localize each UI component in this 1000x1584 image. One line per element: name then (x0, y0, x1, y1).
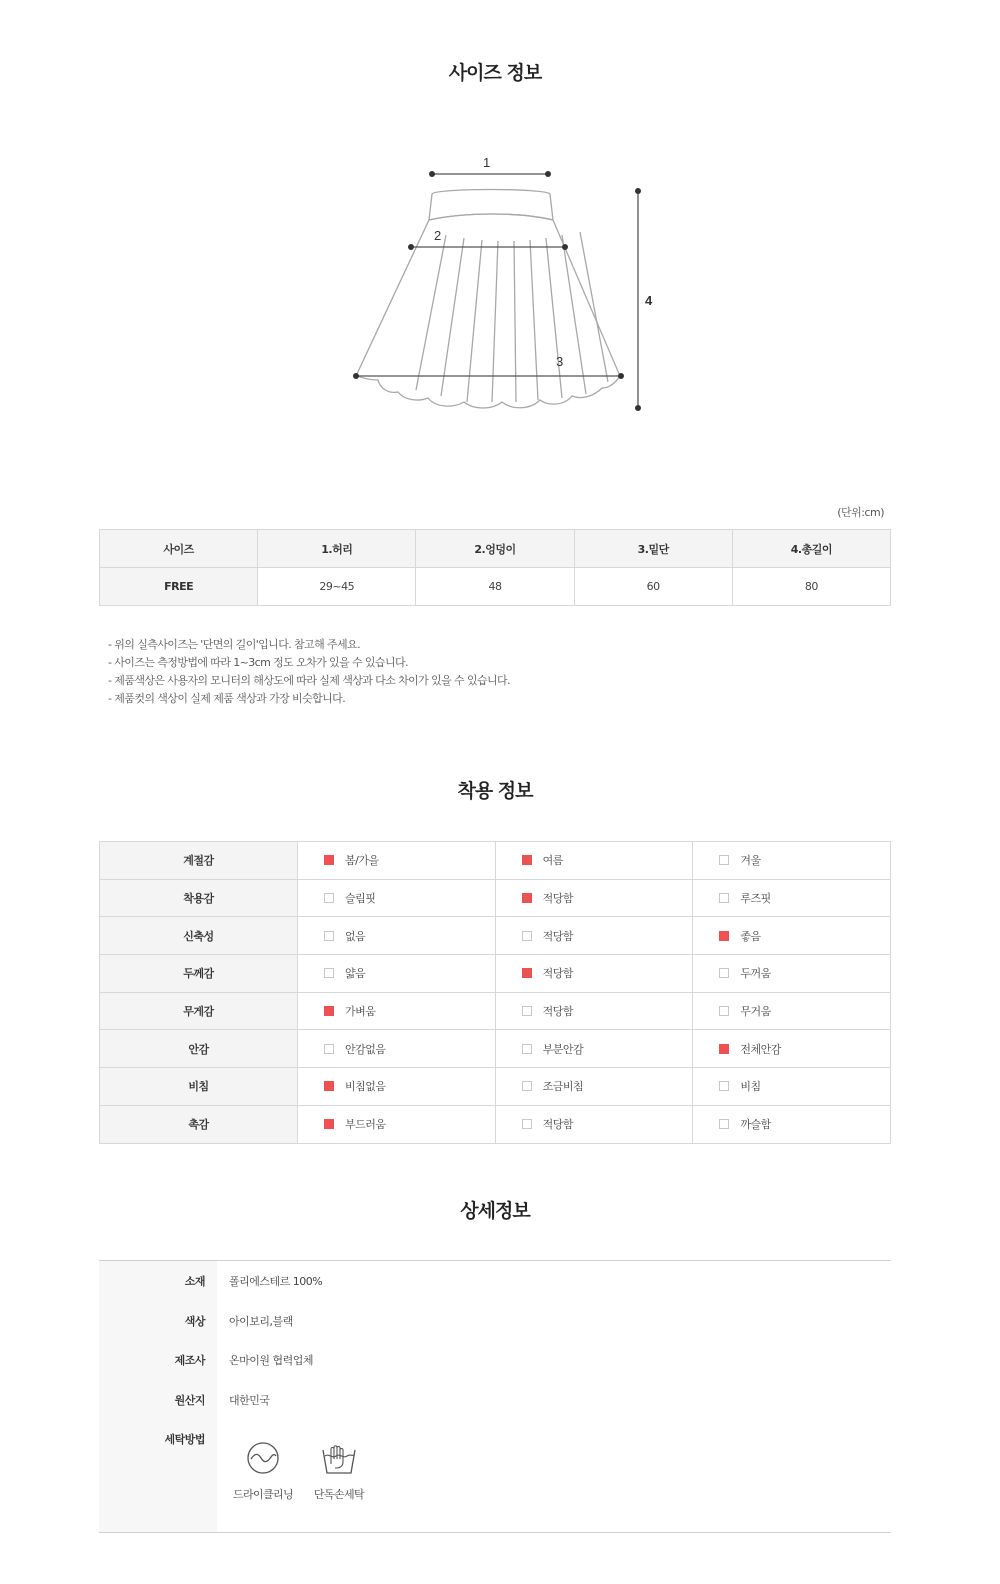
fit-option-label: 없음 (345, 929, 366, 943)
unchecked-box-icon (522, 1006, 532, 1016)
fit-option (495, 879, 693, 917)
unchecked-box-icon (522, 1081, 532, 1091)
unchecked-box-icon (324, 893, 334, 903)
fit-option-label: 여름 (542, 854, 563, 868)
fit-option-label: 비침없음 (345, 1080, 386, 1094)
care-hand-wash (303, 1440, 375, 1502)
fit-option-label: 적당함 (542, 1118, 574, 1132)
fit-option-label: 비침 (740, 1080, 761, 1094)
fit-option-label: 전체안감 (740, 1042, 781, 1056)
unchecked-box-icon (719, 893, 729, 903)
size-table (99, 529, 891, 606)
checked-box-icon (522, 855, 532, 865)
checked-box-icon (719, 1044, 729, 1054)
fit-row-label: 두께감 (100, 955, 298, 993)
fit-option (693, 992, 891, 1030)
fit-option (495, 1030, 693, 1068)
value-cell: 60 (574, 568, 732, 606)
fit-row-label: 안감 (100, 1030, 298, 1068)
detail-info-title: 상세정보 (460, 1200, 530, 1222)
value-cell: 80 (732, 568, 890, 606)
fit-option-label: 무거움 (740, 1005, 771, 1019)
skirt-measurement-diagram (340, 150, 660, 420)
fit-option (298, 917, 496, 955)
unchecked-box-icon (522, 1044, 532, 1054)
fit-option-label: 안감없음 (345, 1042, 386, 1056)
table-row (100, 917, 891, 955)
dry-clean-icon (245, 1440, 281, 1476)
detail-label: 소재 (184, 1275, 205, 1288)
checked-box-icon (522, 968, 532, 978)
unchecked-box-icon (522, 931, 532, 941)
unchecked-box-icon (719, 1081, 729, 1091)
fit-option (298, 842, 496, 880)
size-notes (108, 636, 510, 708)
fit-option (495, 992, 693, 1030)
fit-option (693, 1030, 891, 1068)
unchecked-box-icon (719, 1119, 729, 1129)
unit-label: (단위:cm) (837, 506, 884, 519)
fit-option (495, 917, 693, 955)
care-dry-clean (227, 1440, 299, 1502)
detail-value: 폴리에스테르 100% (229, 1275, 323, 1288)
detail-label: 제조사 (174, 1354, 205, 1367)
note-item: - 제품컷의 색상이 실제 제품 색상과 가장 비슷합니다. (108, 692, 346, 705)
fit-row-label: 무게감 (100, 992, 298, 1030)
detail-label: 원산지 (174, 1394, 205, 1407)
fit-option-label: 까슬함 (740, 1118, 771, 1132)
fit-row-label: 촉감 (100, 1105, 298, 1143)
fit-option-label: 얇음 (345, 967, 366, 981)
detail-value: 온마이원 협력업체 (229, 1354, 314, 1367)
fit-option-label: 가벼움 (345, 1005, 376, 1019)
fit-option-label: 조금비침 (542, 1080, 584, 1094)
header-cell: 4.총길이 (732, 530, 890, 568)
table-row (100, 955, 891, 993)
fit-row-label: 계절감 (100, 842, 298, 880)
fit-option (693, 955, 891, 993)
checked-box-icon (324, 1006, 334, 1016)
fit-option (693, 842, 891, 880)
value-cell: 48 (416, 568, 574, 606)
fit-option (298, 955, 496, 993)
fit-row-label: 착용감 (100, 879, 298, 917)
checked-box-icon (324, 1081, 334, 1091)
fit-option (298, 1068, 496, 1106)
table-row (100, 1105, 891, 1143)
fit-option-label: 부분안감 (542, 1042, 584, 1056)
fit-option-label: 슬림핏 (345, 892, 376, 906)
checked-box-icon (719, 931, 729, 941)
unchecked-box-icon (324, 968, 334, 978)
fit-option-label: 적당함 (542, 967, 574, 981)
label-3: 3 (556, 354, 564, 369)
unchecked-box-icon (324, 931, 334, 941)
fit-option (693, 1105, 891, 1143)
fit-option-label: 겨울 (740, 854, 761, 868)
note-item: - 위의 실측사이즈는 '단면의 길이'입니다. 참고해 주세요. (108, 638, 360, 651)
fit-option (495, 1105, 693, 1143)
header-cell: 사이즈 (100, 530, 258, 568)
fit-option (693, 1068, 891, 1106)
unchecked-box-icon (324, 1044, 334, 1054)
fit-option-label: 좋음 (740, 929, 761, 943)
fit-option (298, 992, 496, 1030)
unchecked-box-icon (522, 1119, 532, 1129)
fit-option (495, 842, 693, 880)
note-item: - 제품색상은 사용자의 모니터의 해상도에 따라 실제 색상과 다소 차이가 있을 수 있습니다. (108, 674, 510, 687)
fit-option-label: 부드러움 (345, 1118, 386, 1132)
fit-option (693, 917, 891, 955)
size-cell: FREE (100, 568, 258, 606)
fit-option (495, 955, 693, 993)
fit-row-label: 비침 (100, 1068, 298, 1106)
care-label: 드라이클리닝 (232, 1488, 294, 1501)
fit-info-title: 착용 정보 (457, 780, 533, 802)
table-row (100, 992, 891, 1030)
table-row (100, 1030, 891, 1068)
fit-option-label: 적당함 (542, 1005, 574, 1019)
fit-option-label: 루즈핏 (740, 892, 771, 906)
fit-row-label: 신축성 (100, 917, 298, 955)
care-label: 단독손세탁 (313, 1488, 365, 1501)
detail-label: 세탁방법 (164, 1433, 205, 1446)
fit-option (495, 1068, 693, 1106)
checked-box-icon (522, 893, 532, 903)
header-cell: 3.밑단 (574, 530, 732, 568)
value-cell: 29~45 (258, 568, 416, 606)
size-table-header (100, 530, 891, 568)
fit-option (693, 879, 891, 917)
fit-option (298, 1105, 496, 1143)
table-row (100, 1068, 891, 1106)
header-cell: 1.허리 (258, 530, 416, 568)
detail-value: 아이보리,블랙 (229, 1315, 293, 1328)
header-cell: 2.엉덩이 (416, 530, 574, 568)
checked-box-icon (324, 1119, 334, 1129)
label-2: 2 (434, 228, 442, 243)
note-item: - 사이즈는 측정방법에 따라 1~3cm 정도 오차가 있을 수 있습니다. (108, 656, 408, 669)
label-4: 4 (645, 293, 653, 308)
fit-option-label: 봄/가을 (345, 854, 379, 868)
size-info-title: 사이즈 정보 (448, 62, 542, 84)
skirt-waistband (429, 190, 553, 221)
unchecked-box-icon (719, 1006, 729, 1016)
table-row (100, 568, 891, 606)
skirt-body (356, 214, 620, 408)
fit-option-label: 적당함 (542, 929, 574, 943)
detail-value: 대한민국 (229, 1394, 270, 1407)
fit-option-label: 적당함 (542, 892, 574, 906)
unchecked-box-icon (719, 855, 729, 865)
fit-option (298, 1030, 496, 1068)
checked-box-icon (324, 855, 334, 865)
fit-option (298, 879, 496, 917)
detail-label: 색상 (184, 1315, 205, 1328)
unchecked-box-icon (719, 968, 729, 978)
fit-option-label: 두꺼움 (740, 967, 771, 981)
label-1: 1 (483, 155, 491, 170)
fit-info-table (99, 841, 891, 1144)
table-row (100, 879, 891, 917)
table-row (100, 842, 891, 880)
hand-wash-icon (321, 1440, 357, 1476)
detail-info-table (99, 1260, 891, 1533)
